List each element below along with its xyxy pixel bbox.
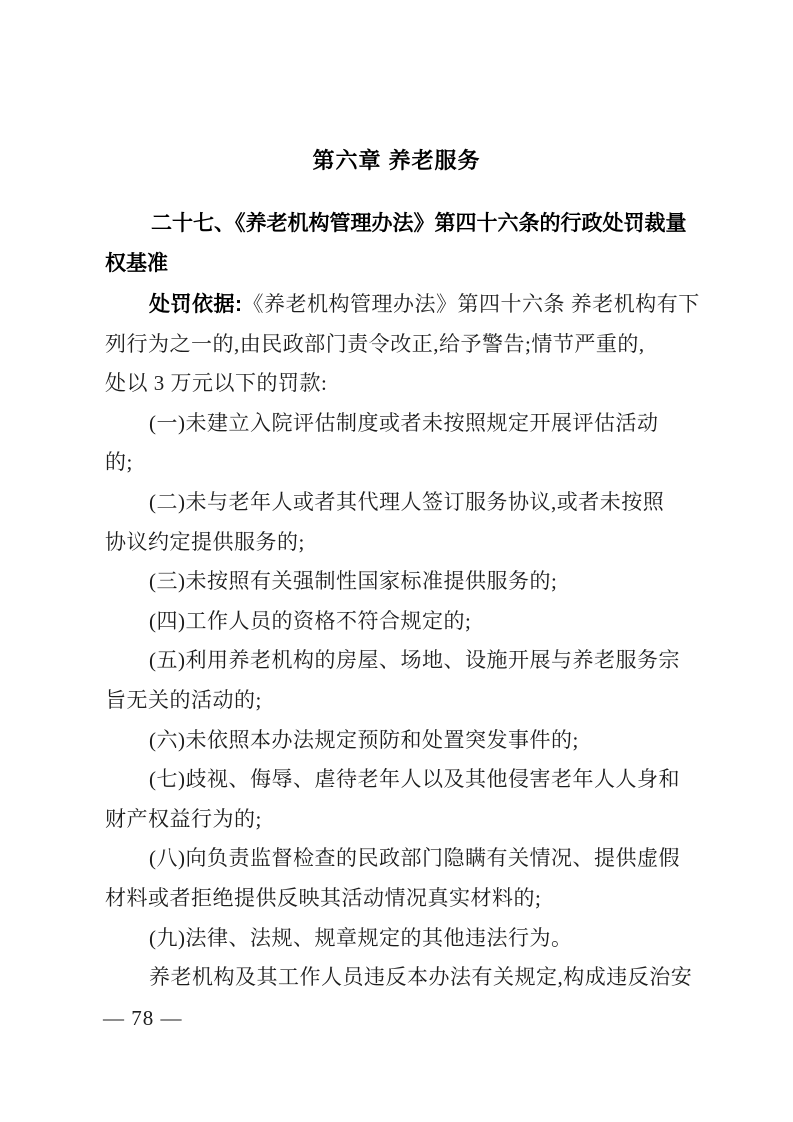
body-line: 处以 3 万元以下的罚款:: [105, 371, 328, 396]
section-heading: [105, 204, 705, 284]
body-line: (五)利用养老机构的房屋、场地、设施开展与养老服务宗: [149, 648, 680, 673]
body-lines: [105, 285, 705, 998]
footer-page-number: — 78 —: [103, 1006, 183, 1030]
body-line: 养老机构及其工作人员违反本办法有关规定,构成违反治安: [149, 965, 693, 990]
body-line: (七)歧视、侮辱、虐待老年人以及其他侵害老年人人身和: [149, 767, 680, 792]
body-line: 的;: [105, 450, 133, 475]
body-line: (二)未与老年人或者其代理人签订服务协议,或者未按照: [149, 489, 665, 514]
body-line: 处罚依据:《养老机构管理办法》第四十六条 养老机构有下: [149, 292, 700, 316]
body-line: 旨无关的活动的;: [105, 687, 262, 712]
body-line: 财产权益行为的;: [105, 806, 262, 831]
body-line: (三)未按照有关强制性国家标准提供服务的;: [149, 569, 558, 594]
body-line: 列行为之一的,由民政部门责令改正,给予警告;情节严重的,: [105, 331, 645, 356]
body-line: (六)未依照本办法规定预防和处置突发事件的;: [149, 727, 579, 752]
section-heading-line-2: 权基准: [105, 252, 168, 275]
body-line: (八)向负责监督检查的民政部门隐瞒有关情况、提供虚假: [149, 846, 680, 871]
bold-lead-label: 处罚依据:: [149, 293, 243, 316]
chapter-title: 第六章 养老服务: [312, 148, 481, 173]
body-line: (一)未建立入院评估制度或者未按照规定开展评估活动: [149, 410, 659, 435]
body-line: 协议约定提供服务的;: [105, 529, 305, 554]
section-heading-line-1: 二十七、《养老机构管理办法》第四十六条的行政处罚裁量: [151, 212, 687, 235]
body-line: (九)法律、法规、规章规定的其他违法行为。: [149, 925, 573, 950]
body-line: 材料或者拒绝提供反映其活动情况真实材料的;: [105, 885, 542, 910]
body-line: (四)工作人员的资格不符合规定的;: [149, 608, 472, 633]
